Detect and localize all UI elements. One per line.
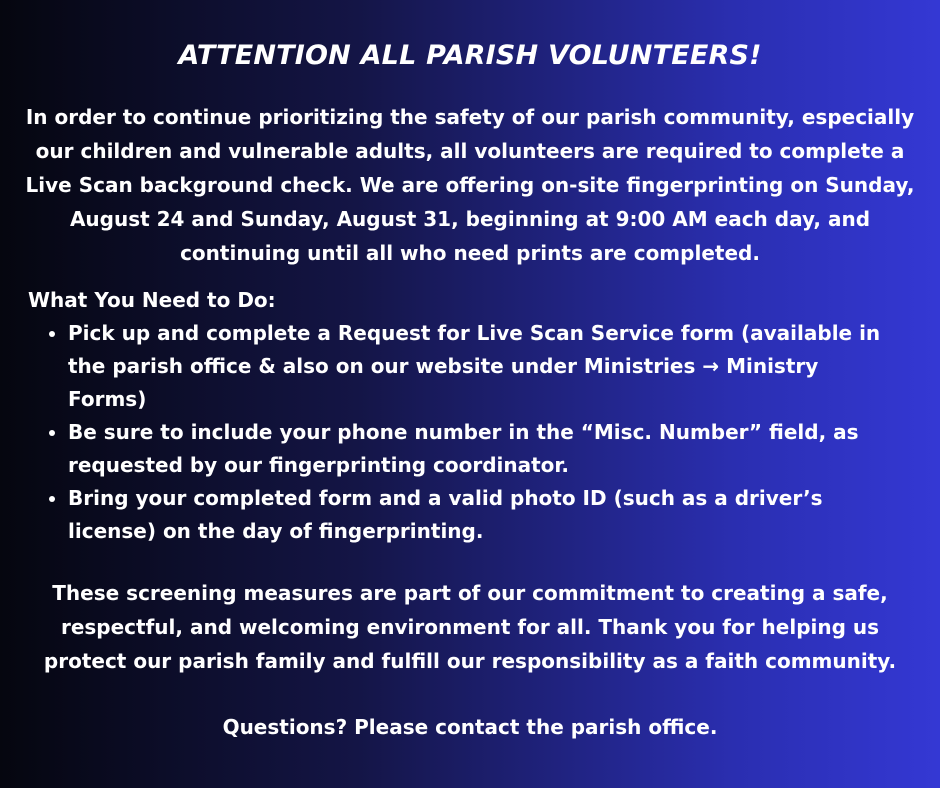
page-title: ATTENTION ALL PARISH VOLUNTEERS! — [178, 40, 762, 71]
needs-heading: What You Need to Do: — [28, 288, 276, 312]
contact-line: Questions? Please contact the parish office. — [222, 715, 718, 739]
list-item: • Pick up and complete a Request for Live Scan Service form (available in the parish office & also on our website under Ministries → Ministry Forms) — [68, 317, 908, 416]
intro-paragraph: In order to continue prioritizing the safety of our parish community, especially our children and vulnerable adults, all volunteers are required to complete a Live Scan background check. We are offering on-site fingerprinting on Sunday, August 24 and Sunday, August 31, beginning at 9:00 AM each day, and continuing until all who need prints are completed. — [25, 105, 915, 265]
list-item: • Bring your completed form and a valid photo ID (such as a driver’s license) on the day of fingerprinting. — [68, 482, 908, 548]
needs-section — [28, 284, 908, 548]
needs-list — [28, 317, 908, 548]
list-item: • Be sure to include your phone number in the “Misc. Number” field, as requested by our fingerprinting coordinator. — [68, 416, 908, 482]
closing-paragraph: These screening measures are part of our commitment to creating a safe, respectful, and welcoming environment for all. Thank you for helping us protect our parish family and fulfill our responsibility as a faith community. — [43, 581, 897, 673]
